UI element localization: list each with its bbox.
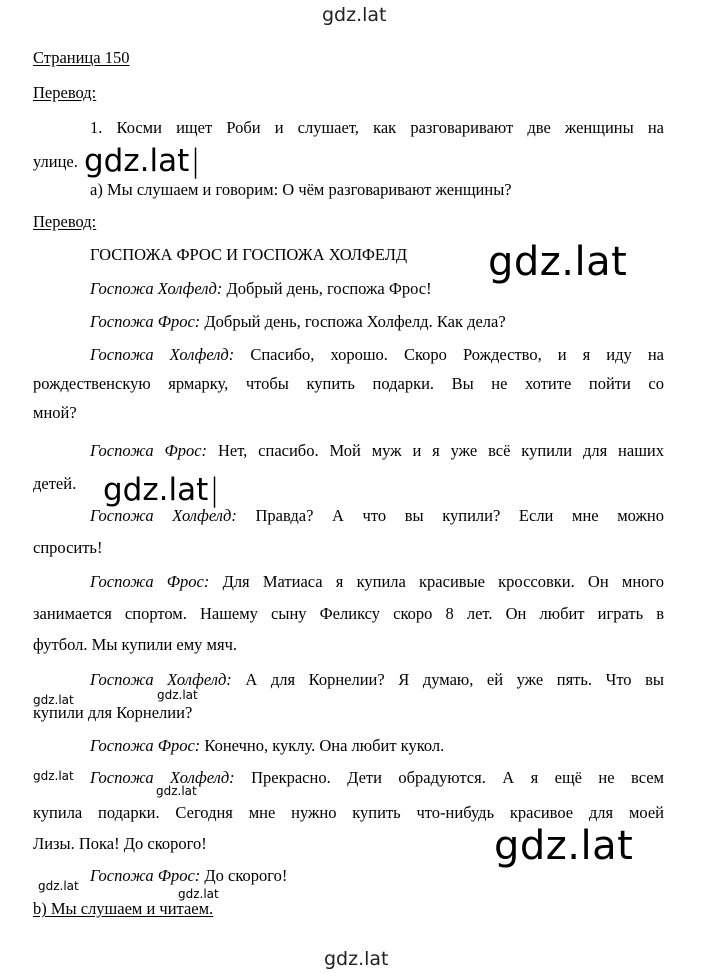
replica-2	[90, 312, 506, 332]
replica-3-line-2: рождественскую ярмарку, чтобы купить подарки. Вы не хотите пойти со	[33, 374, 664, 393]
replica-text: Прекрасно. Дети обрадуются. А я ещё не всем	[251, 768, 664, 787]
replica-5-line-2: спросить!	[33, 538, 103, 557]
watermark-overlay: gdz.lat	[33, 769, 74, 783]
replica-text: Добрый день, госпожа Фрос!	[226, 279, 432, 298]
replica-7-line-2: купили для Корнелии?	[33, 703, 193, 722]
replica-text: Спасибо, хорошо. Скоро Рождество, и я иду на	[250, 345, 664, 364]
replica-10	[90, 866, 287, 886]
watermark-bottom: gdz.lat	[324, 948, 389, 970]
task-1a-line: a) Мы слушаем и говорим: О чём разговаривают женщины?	[90, 180, 512, 199]
watermark-overlay: gdz.lat	[157, 688, 198, 702]
speaker-label: Госпожа Фрос:	[90, 312, 201, 331]
speaker-label: Госпожа Фрос:	[90, 736, 201, 755]
watermark-overlay: gdz.lat	[33, 693, 74, 707]
page-label: Страница 150	[33, 48, 130, 67]
translation-label: Перевод:	[33, 83, 97, 102]
replica-text: Конечно, куклу. Она любит кукол.	[204, 736, 445, 755]
task-1-line-a: 1. Косми ищет Роби и слушает, как разговаривают две женщины на	[90, 118, 664, 137]
replica-6-line-3: футбол. Мы купили ему мяч.	[33, 635, 238, 654]
replica-9-line-2: купила подарки. Сегодня мне нужно купить что-нибудь красивое для моей	[33, 803, 664, 822]
replica-text: Нет, спасибо. Мой муж и я уже всё купили для наших	[217, 441, 664, 460]
replica-text: А для Корнелии? Я думаю, ей уже пять. Что вы	[245, 670, 665, 689]
replica-4-line-1	[90, 441, 664, 461]
replica-text: Правда? А что вы купили? Если мне можно	[255, 506, 664, 525]
replica-7-line-1	[90, 670, 664, 690]
task-1b-line: b) Мы слушаем и читаем.	[33, 899, 214, 918]
watermark-overlay: gdz.lat	[494, 823, 634, 869]
watermark-overlay: gdz.lat	[156, 784, 197, 798]
speaker-label: Госпожа Фрос:	[90, 866, 201, 885]
watermark-overlay: gdz.lat |	[84, 146, 201, 177]
speaker-label: Госпожа Холфелд:	[90, 345, 235, 364]
speaker-label: Госпожа Холфелд:	[90, 768, 235, 787]
speaker-label: Госпожа Холфелд:	[90, 670, 232, 689]
watermark-overlay: gdz.lat	[38, 879, 79, 893]
task-1-line-b: улице.	[33, 152, 78, 171]
speaker-label: Госпожа Холфелд:	[90, 279, 223, 298]
watermark-overlay: gdz.lat |	[103, 475, 220, 506]
replica-text: Добрый день, госпожа Холфелд. Как дела?	[204, 312, 506, 331]
watermark-top: gdz.lat	[322, 4, 387, 26]
replica-6-line-1	[90, 572, 664, 592]
replica-3-line-1	[90, 345, 664, 365]
translation-label-2: Перевод:	[33, 212, 97, 231]
watermark-overlay: gdz.lat	[178, 887, 219, 901]
watermark-overlay: gdz.lat	[488, 239, 628, 285]
replica-5-line-1	[90, 506, 664, 526]
replica-9-line-3: Лизы. Пока! До скорого!	[33, 834, 207, 853]
speaker-label: Госпожа Фрос:	[90, 572, 210, 591]
dialogue-title: ГОСПОЖА ФРОС И ГОСПОЖА ХОЛФЕЛД	[90, 245, 408, 264]
replica-text: Для Матиаса я купила красивые кроссовки. Он много	[222, 572, 665, 591]
replica-1	[90, 279, 432, 299]
speaker-label: Госпожа Фрос:	[90, 441, 208, 460]
replica-8	[90, 736, 444, 756]
replica-3-line-3: мной?	[33, 403, 77, 422]
speaker-label: Госпожа Холфелд:	[90, 506, 237, 525]
replica-6-line-2: занимается спортом. Нашему сыну Феликсу скоро 8 лет. Он любит играть в	[33, 604, 664, 623]
replica-4-line-2: детей.	[33, 474, 77, 493]
replica-text: До скорого!	[204, 866, 288, 885]
